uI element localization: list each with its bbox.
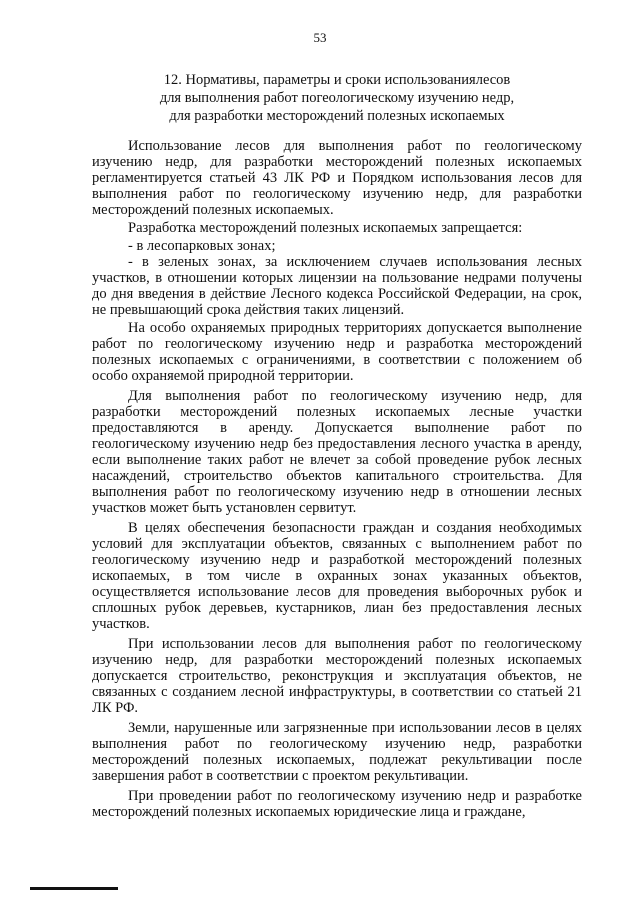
document-body [92,138,582,820]
paragraph [92,388,582,516]
paragraph-line: сплошных рубок деревьев, кустарников, лиан без предоставления лесных [92,600,582,616]
paragraph [92,320,582,384]
paragraph [92,520,582,632]
paragraph-line: завершения работ в соответствии с проектом рекультивации. [92,768,469,784]
paragraph-line: работ по геологическому изучению недр и разработка месторождений [92,336,582,352]
paragraph-line: выполнения работ по геологическому изучению недр, для разработки [92,186,582,202]
paragraph [92,238,582,254]
paragraph-line: разработки месторождений полезных ископаемых лесные участки [92,404,582,420]
paragraph-line: геологическому изучению недр без предоставления лесного участка в аренду, [92,436,582,452]
section-heading-line: 12. Нормативы, параметры и сроки использованиялесов [163,72,511,88]
paragraph-line: Для выполнения работ по геологическому изучению недр, для [128,388,582,404]
page-number: 53 [313,30,327,45]
paragraph-line: участков может быть установлен сервитут. [92,500,357,516]
paragraph-line: Разработка месторождений полезных ископаемых запрещается: [128,220,523,236]
paragraph-line: участков. [92,616,150,632]
paragraph-line: участков, в отношении которых лицензии на пользование недрами получены [92,270,582,286]
paragraph-line: На особо охраняемых природных территориях допускается выполнение [128,320,582,336]
paragraph-line: не превышающий срока действия таких лицензий. [92,302,405,318]
paragraph-line: - в зеленых зонах, за исключением случаев использования лесных [128,254,582,270]
paragraph-line: насаждений, строительство объектов капитального строительства. Для [92,468,582,484]
paragraph-line: месторождений полезных ископаемых, подлежат рекультивации после [92,752,582,768]
paragraph-line: полезных ископаемых с ограничениями, в соответствии с положением об [92,352,582,368]
paragraph-line: Использование лесов для выполнения работ по геологическому [128,138,582,154]
paragraph-line: выполнения работ по геологическому изучению недр, разработки [92,736,582,752]
paragraph-line: допускается строительство, реконструкция и эксплуатация объектов, не [92,668,582,684]
section-heading [92,71,582,125]
paragraph-line: месторождений полезных ископаемых. [92,202,334,218]
paragraph-line: геологическому изучению недр и разработкой месторождений полезных [92,552,582,568]
paragraph-line: изучению недр, для разработки месторождений полезных ископаемых [92,652,582,668]
paragraph [92,636,582,716]
paragraph-line: особо охраняемой природной территории. [92,368,354,384]
section-heading-line: для разработки месторождений полезных ископаемых [169,108,505,124]
paragraph [92,720,582,784]
paragraph-line: При проведении работ по геологическому изучению недр и разработке [128,788,582,804]
paragraph-line: Земли, нарушенные или загрязненные при использовании лесов в целях [128,720,582,736]
paragraph-line: изучению недр, для разработки месторождений полезных ископаемых [92,154,582,170]
paragraph-line: условий для эксплуатации объектов, связанных с выполнением работ по [92,536,582,552]
paragraph-line: ископаемых, в том числе в охранных зонах указанных объектов, [92,568,582,584]
paragraph-line: В целях обеспечения безопасности граждан и создания необходимых [128,520,582,536]
paragraph-line: если выполнение таких работ не влечет за собой проведение рубок лесных [92,452,582,468]
paragraph [92,254,582,318]
section-heading-line: для выполнения работ погеологическому изучению недр, [159,90,515,106]
paragraph-line: регламентируется статьей 43 ЛК РФ и Порядком использования лесов для [92,170,582,186]
paragraph-line: осуществляется использование лесов для проведения выборочных рубок и [92,584,582,600]
footer-rule [30,887,118,890]
paragraph-line: до дня введения в действие Лесного кодекса Российской Федерации, на срок, [92,286,582,302]
paragraph [92,138,582,218]
paragraph-line: - в лесопарковых зонах; [128,238,276,254]
paragraph-line: ЛК РФ. [92,700,139,716]
paragraph-line: выполнения работ по геологическому изучению недр в отношении лесных [92,484,582,500]
paragraph-line: месторождений полезных ископаемых юридические лица и граждане, [92,804,526,820]
paragraph [92,788,582,820]
paragraph-line: предоставляются в аренду. Допускается выполнение работ по [92,420,582,436]
paragraph-line: При использовании лесов для выполнения работ по геологическому [128,636,582,652]
paragraph [92,220,582,236]
paragraph-line: связанных с созданием лесной инфраструктуры, в соответствии со статьей 21 [92,684,582,700]
